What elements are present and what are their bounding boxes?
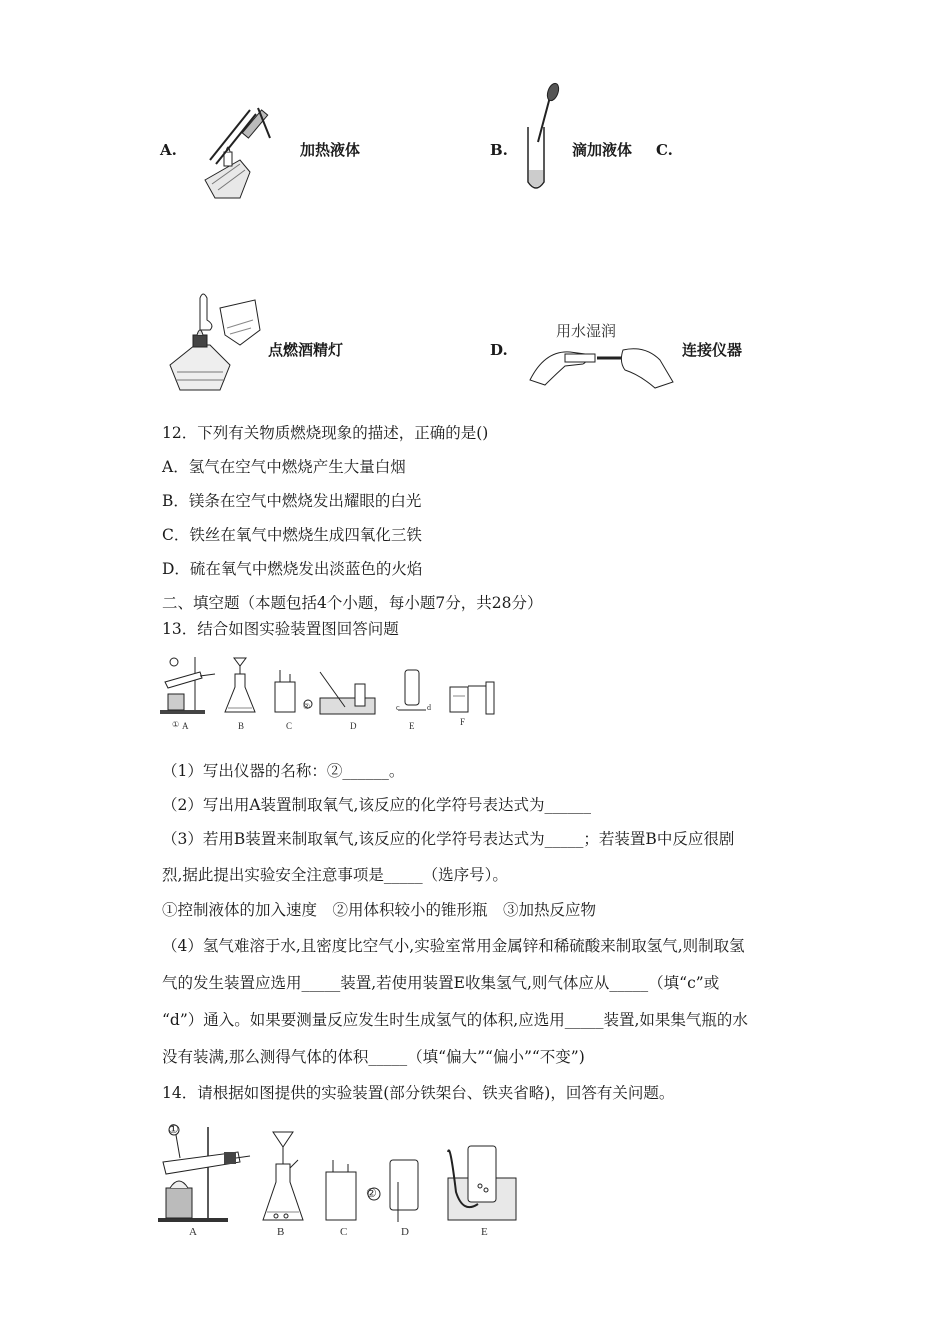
q14-figure-label-c: C: [340, 1226, 348, 1238]
section-heading-fill-in: 二、填空题（本题包括4个小题，每小题7分，共28分）: [162, 594, 543, 612]
question-13-part-3-line-1: （3）若用B装置来制取氧气,该反应的化学符号表达式为_____；若装置B中反应很剧: [162, 830, 735, 848]
question-12-option-c: C．铁丝在氧气中燃烧生成四氧化三铁: [162, 526, 422, 544]
q13-figure-mark-1: ①: [172, 720, 180, 729]
dropping-liquid-illustration: [520, 82, 570, 194]
option-d-letter: D.: [490, 341, 508, 359]
question-13-part-1: （1）写出仪器的名称：②______。: [162, 762, 405, 780]
question-13-part-2: （2）写出用A装置制取氧气,该反应的化学符号表达式为______: [162, 796, 591, 814]
lighting-alcohol-lamp-illustration: [165, 290, 265, 400]
question-12-stem: 12．下列有关物质燃烧现象的描述，正确的是(): [162, 424, 489, 442]
question-12-option-d: D．硫在氧气中燃烧发出淡蓝色的火焰: [162, 560, 423, 578]
q14-figure-label-d: D: [401, 1226, 409, 1238]
heating-liquid-illustration: [200, 100, 290, 200]
option-a-label: 加热液体: [300, 141, 361, 159]
question-12-option-a: A．氢气在空气中燃烧产生大量白烟: [162, 458, 406, 476]
q13-figure-label-c: C: [286, 721, 293, 731]
q14-figure-mark-2: ②: [366, 1186, 377, 1200]
question-13-part-4-line-3: “d”）通入。如果要测量反应发生时生成氢气的体积,应选用_____装置,如果集气瓶的水: [162, 1011, 748, 1029]
q13-figure-label-a: A: [182, 721, 189, 731]
q13-figure-mark-d: d: [427, 703, 431, 712]
q13-figure-label-f: F: [460, 717, 466, 727]
question-13-apparatus-figure: [160, 652, 510, 732]
q14-figure-label-e: E: [481, 1226, 488, 1238]
q13-figure-mark-2: ②: [303, 702, 311, 711]
question-13-part-4-line-1: （4）氢气难溶于水,且密度比空气小,实验室常用金属锌和稀硫酸来制取氢气,则制取氢: [162, 937, 745, 955]
option-d-label: 连接仪器: [682, 341, 743, 359]
question-13-stem: 13．结合如图实验装置图回答问题: [162, 620, 399, 638]
question-13-part-4-line-4: 没有装满,那么测得气体的体积_____（填“偏大”“偏小”“不变”): [162, 1048, 585, 1066]
option-b-label: 滴加液体: [572, 141, 633, 159]
question-14-stem: 14．请根据如图提供的实验装置(部分铁架台、铁夹省略)，回答有关问题。: [162, 1084, 675, 1102]
q13-figure-mark-c: c: [396, 703, 400, 712]
question-12-option-b: B．镁条在空气中燃烧发出耀眼的白光: [162, 492, 422, 510]
option-c-letter: C.: [656, 141, 673, 159]
q13-figure-label-d: D: [350, 721, 357, 731]
question-13-part-3-line-2: 烈,据此提出实验安全注意事项是_____（选序号）。: [162, 866, 508, 884]
q14-figure-label-a: A: [189, 1226, 197, 1238]
question-13-part-3-choices: ①控制液体的加入速度 ②用体积较小的锥形瓶 ③加热反应物: [162, 901, 597, 919]
option-b-letter: B.: [490, 141, 508, 159]
q13-figure-label-e: E: [409, 721, 415, 731]
option-d-image-caption: 用水湿润: [556, 323, 617, 340]
option-c-label: 点燃酒精灯: [268, 341, 344, 359]
q14-figure-label-b: B: [277, 1226, 285, 1238]
q14-figure-mark-1: ①: [168, 1122, 179, 1136]
option-a-letter: A.: [160, 141, 177, 159]
connecting-instruments-illustration: [525, 340, 675, 390]
question-14-apparatus-figure: [158, 1122, 528, 1227]
question-13-part-4-line-2: 气的发生装置应选用_____装置,若使用装置E收集氢气,则气体应从_____（填“c”或: [162, 974, 720, 992]
q13-figure-label-b: B: [238, 721, 245, 731]
